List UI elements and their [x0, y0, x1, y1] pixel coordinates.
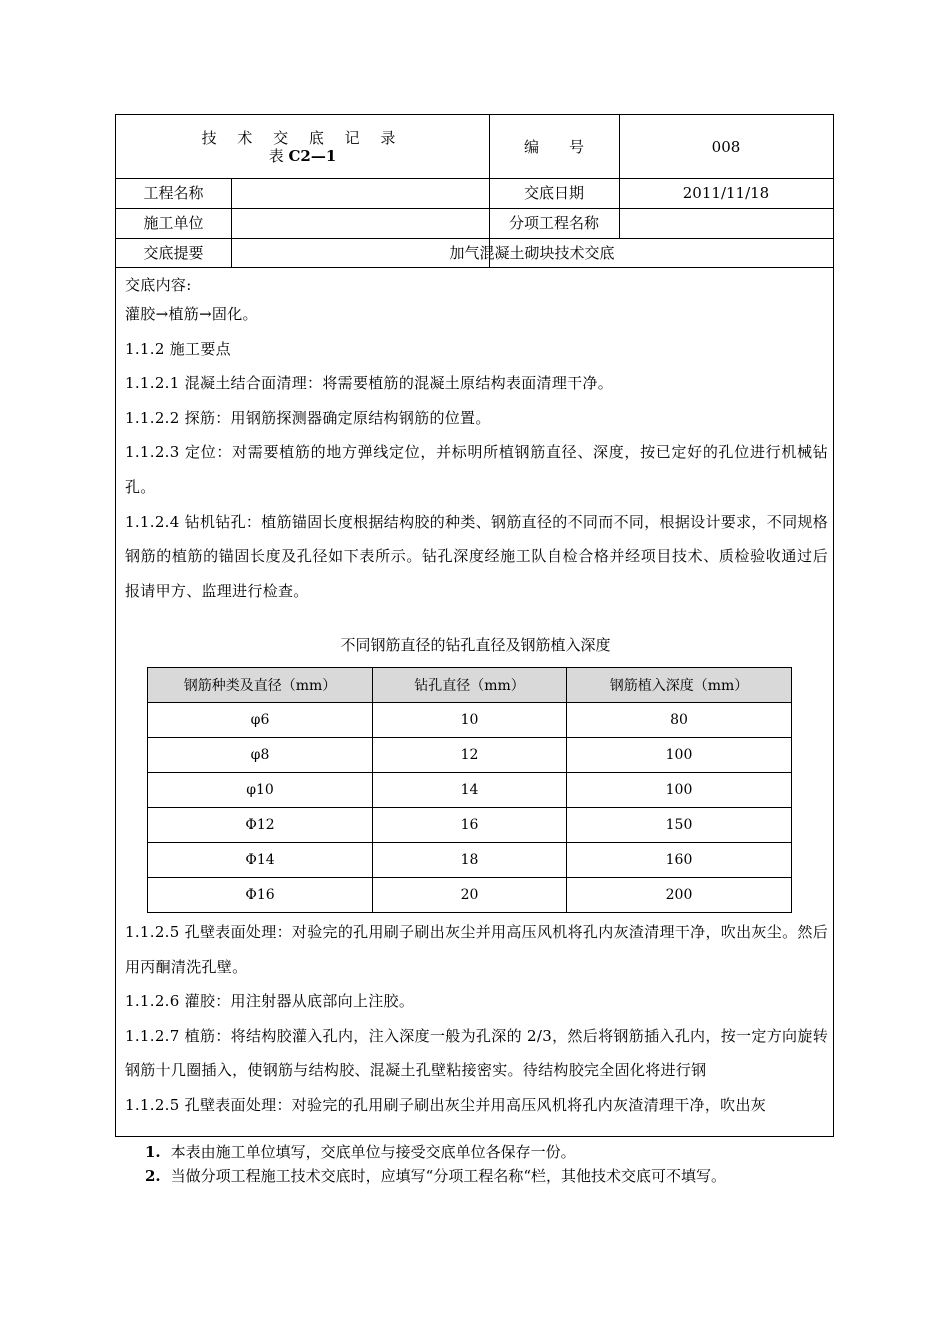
table-cell: 200 — [567, 878, 792, 913]
number-value[interactable]: 008 — [711, 137, 741, 156]
rebar-spec-table — [147, 667, 792, 913]
content-paragraph: 灌胶→植筋→固化。 — [125, 305, 258, 323]
table-cell: 150 — [567, 808, 792, 843]
content-paragraph: 1.1.2.3 定位：对需要植筋的地方弹线定位，并标明所植钢筋直径、深度，按已定好的孔位进行机械钻孔。 — [125, 443, 828, 496]
content-paragraph: 1.1.2.4 钻机钻孔：植筋锚固长度根据结构胶的种类、钢筋直径的不同而不同，根据设计要求，不同规格钢筋的植筋的锚固长度及孔径如下表所示。钻孔深度经施工队自检合格并经项目技术、质检验收通过后报请甲方、监理进行检查。 — [125, 512, 828, 600]
constructor-label: 施工单位 — [143, 214, 204, 232]
table-row — [148, 738, 792, 773]
table-cell: 20 — [373, 878, 567, 913]
summary-field[interactable]: 加气混凝土砌块技术交底 — [449, 243, 615, 262]
content-paragraph: 1.1.2.7 植筋：将结构胶灌入孔内，注入深度一般为孔深的 2/3，然后将钢筋插入孔内，按一定方向旋转钢筋十几圈插入，使钢筋与结构胶、混凝土孔壁粘接密实。待结构胶完全固化将进行钢 — [125, 1026, 828, 1080]
content-paragraph: 1.1.2.5 孔壁表面处理：对验完的孔用刷子刷出灰尘并用高压风机将孔内灰渣清理干净，吹出灰尘。然后用丙酮清洗孔壁。 — [125, 923, 828, 976]
table-header-row — [148, 668, 792, 703]
content-paragraph: 1.1.2 施工要点 — [125, 339, 231, 358]
form-code — [269, 147, 337, 165]
note-text: 本表由施工单位填写，交底单位与接受交底单位各保存一份。 — [170, 1143, 576, 1161]
table-cell: φ6 — [148, 703, 373, 738]
form-title — [116, 115, 489, 178]
date-field[interactable]: 2011/11/18 — [682, 184, 770, 202]
date-label: 交底日期 — [523, 184, 584, 202]
disclosure-form — [115, 114, 834, 1137]
content-paragraph: 1.1.2.6 灌胶：用注射器从底部向上注胶。 — [125, 992, 415, 1011]
form-title-text: 技 术 交 底 记 录 — [201, 128, 404, 147]
disclosure-content — [125, 273, 828, 608]
table-row — [148, 703, 792, 738]
table-cell: Φ16 — [148, 878, 373, 913]
content-paragraph: 1.1.2.5 孔壁表面处理：对验完的孔用刷子刷出灰尘并用高压风机将孔内灰渣清理干净，吹出灰 — [125, 1095, 767, 1114]
subitem-label: 分项工程名称 — [508, 214, 599, 232]
table-cell: Φ12 — [148, 808, 373, 843]
subitem-field[interactable] — [619, 208, 833, 238]
table-cell: φ10 — [148, 773, 373, 808]
table-header-cell: 钢筋种类及直径（mm） — [148, 668, 373, 703]
constructor-field[interactable] — [231, 208, 489, 238]
note-number: 2. — [145, 1167, 161, 1185]
table-cell: 100 — [567, 738, 792, 773]
table-cell: 160 — [567, 843, 792, 878]
table-title: 不同钢筋直径的钻孔直径及钢筋植入深度 — [340, 636, 611, 654]
table-row — [148, 808, 792, 843]
table-cell: 12 — [373, 738, 567, 773]
table-cell: Φ14 — [148, 843, 373, 878]
note-item — [145, 1164, 845, 1188]
project-name-field[interactable] — [231, 178, 489, 208]
content-paragraph: 1.1.2.1 混凝土结合面清理：将需要植筋的混凝土原结构表面清理干净。 — [125, 374, 614, 393]
form-code-value: C2—1 — [288, 146, 337, 165]
form-code-prefix: 表 — [268, 146, 284, 165]
table-cell: 14 — [373, 773, 567, 808]
content-paragraph: 1.1.2.2 探筋：用钢筋探测器确定原结构钢筋的位置。 — [125, 408, 491, 427]
note-item — [145, 1140, 845, 1164]
table-cell: 100 — [567, 773, 792, 808]
form-notes — [145, 1140, 845, 1188]
table-row — [148, 878, 792, 913]
row-divider — [116, 267, 833, 268]
table-row — [148, 773, 792, 808]
note-number: 1. — [145, 1143, 161, 1161]
content-heading: 交底内容: — [125, 276, 192, 294]
table-header-cell: 钢筋植入深度（mm） — [567, 668, 792, 703]
table-cell: 16 — [373, 808, 567, 843]
number-label: 编 号 — [523, 137, 584, 156]
project-name-label: 工程名称 — [143, 184, 204, 202]
table-header-cell: 钻孔直径（mm） — [373, 668, 567, 703]
disclosure-content-continued — [125, 915, 828, 1123]
table-cell: 18 — [373, 843, 567, 878]
summary-label: 交底提要 — [143, 243, 204, 262]
table-cell: 10 — [373, 703, 567, 738]
table-cell: φ8 — [148, 738, 373, 773]
note-text: 当做分项工程施工技术交底时，应填写“分项工程名称“栏，其他技术交底可不填写。 — [170, 1167, 727, 1185]
table-cell: 80 — [567, 703, 792, 738]
table-row — [148, 843, 792, 878]
